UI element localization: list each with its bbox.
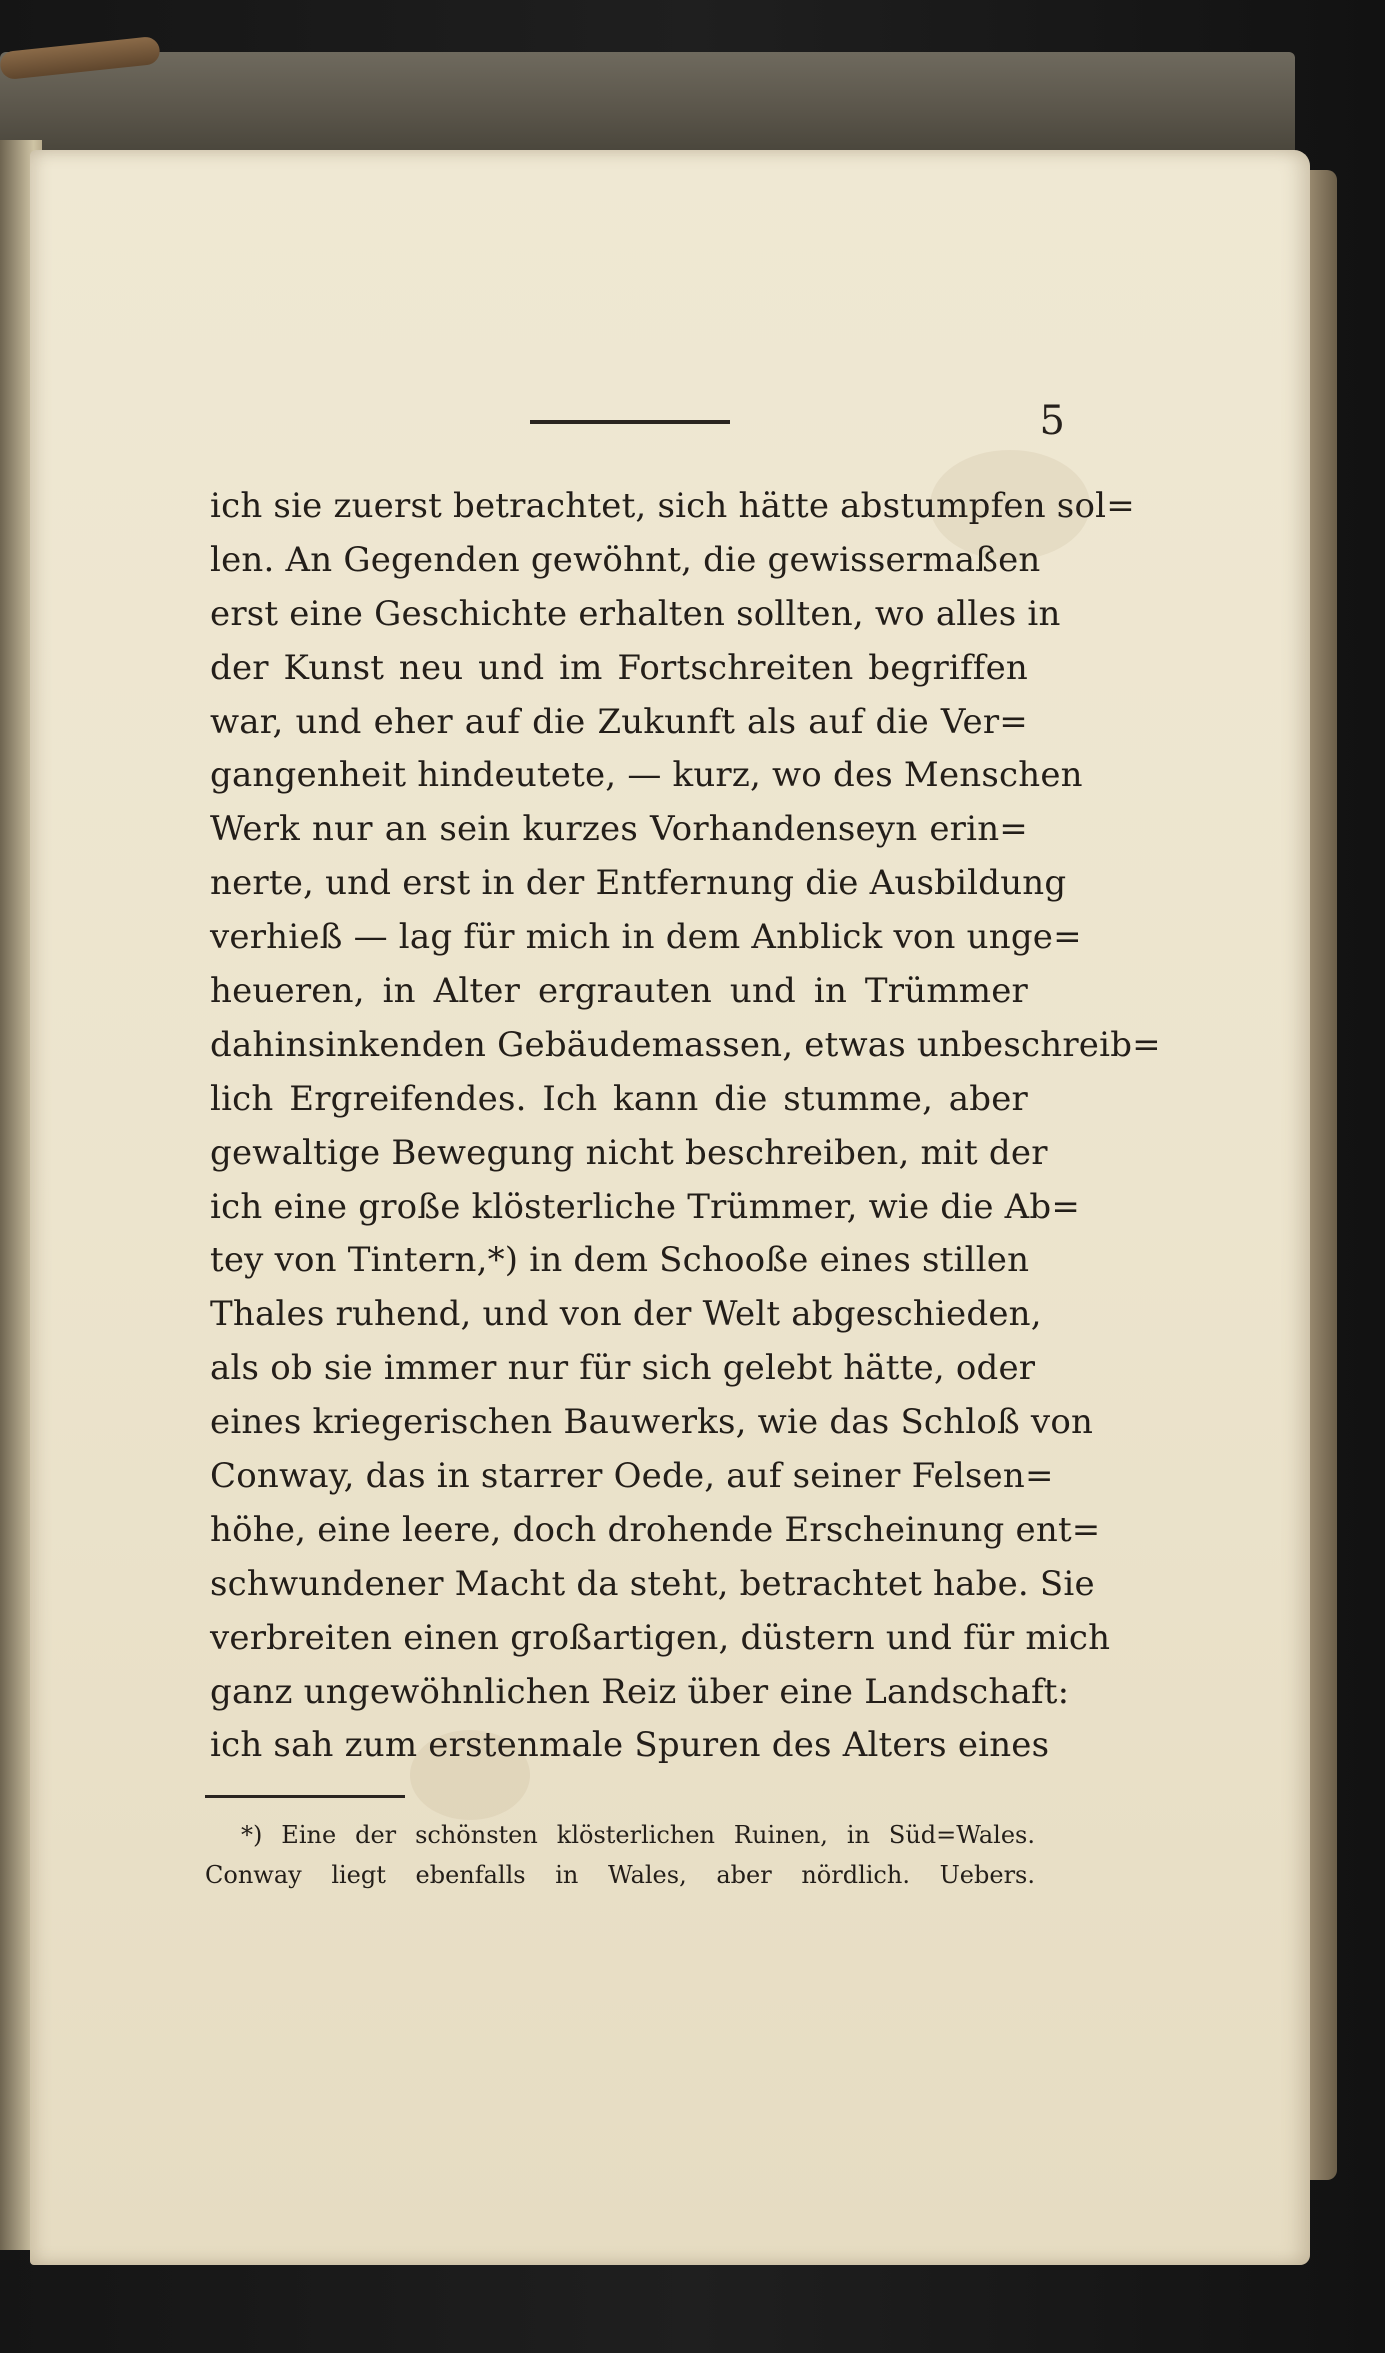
- page-number: 5: [1039, 398, 1065, 444]
- text-line: nerte, und erst in der Entfernung die Ausbildung: [210, 863, 1067, 904]
- text-line: gangenheit hindeutete, — kurz, wo des Menschen: [210, 755, 1083, 796]
- text-line: war, und eher auf die Zukunft als auf die Ver=: [210, 701, 1028, 742]
- text-line: verhieß — lag für mich in dem Anblick von unge=: [210, 917, 1082, 958]
- text-line: schwundener Macht da steht, betrachtet habe. Sie: [210, 1563, 1095, 1604]
- text-line: ganz ungewöhnlichen Reiz über eine Landschaft:: [210, 1671, 1070, 1712]
- footnote-line: *) Eine der schönsten klösterlichen Ruinen, in Süd=Wales.: [241, 1821, 1035, 1849]
- book-spine-edge: [0, 52, 1295, 152]
- text-line: Werk nur an sein kurzes Vorhandenseyn erin=: [210, 809, 1028, 850]
- footnotes: [205, 1815, 1035, 1895]
- text-line: gewaltige Bewegung nicht beschreiben, mit der: [210, 1132, 1048, 1173]
- text-line: ich sie zuerst betrachtet, sich hätte abstumpfen sol=: [210, 486, 1135, 526]
- text-line: len. An Gegenden gewöhnt, die gewissermaßen: [210, 539, 1041, 580]
- text-line: Thales ruhend, und von der Welt abgeschieden,: [210, 1294, 1042, 1335]
- text-line: der Kunst neu und im Fortschreiten begriffen: [210, 647, 1028, 688]
- text-line: dahinsinkenden Gebäudemassen, etwas unbeschreib=: [210, 1024, 1161, 1065]
- footnote-line: Conway liegt ebenfalls in Wales, aber nördlich. Uebers.: [205, 1861, 1035, 1889]
- text-line: tey von Tintern,*) in dem Schooße eines stillen: [210, 1240, 1030, 1281]
- text-line: eines kriegerischen Bauwerks, wie das Schloß von: [210, 1402, 1094, 1443]
- text-line: heueren, in Alter ergrauten und in Trümmer: [210, 971, 1028, 1012]
- text-line: erst eine Geschichte erhalten sollten, wo alles in: [210, 593, 1061, 634]
- body-text: [210, 480, 1161, 1773]
- text-line: als ob sie immer nur für sich gelebt hätte, oder: [210, 1348, 1036, 1389]
- text-line: höhe, eine leere, doch drohende Erscheinung ent=: [210, 1509, 1101, 1550]
- text-line: ich eine große klösterliche Trümmer, wie die Ab=: [210, 1186, 1081, 1227]
- footnote-rule: [205, 1795, 405, 1798]
- text-line: verbreiten einen großartigen, düstern und für mich: [210, 1617, 1111, 1658]
- text-line: lich Ergreifendes. Ich kann die stumme, aber: [210, 1078, 1028, 1119]
- text-line: Conway, das in starrer Oede, auf seiner Felsen=: [210, 1456, 1054, 1497]
- header-rule: [530, 420, 730, 424]
- text-line: ich sah zum erstenmale Spuren des Alters eines: [210, 1725, 1050, 1766]
